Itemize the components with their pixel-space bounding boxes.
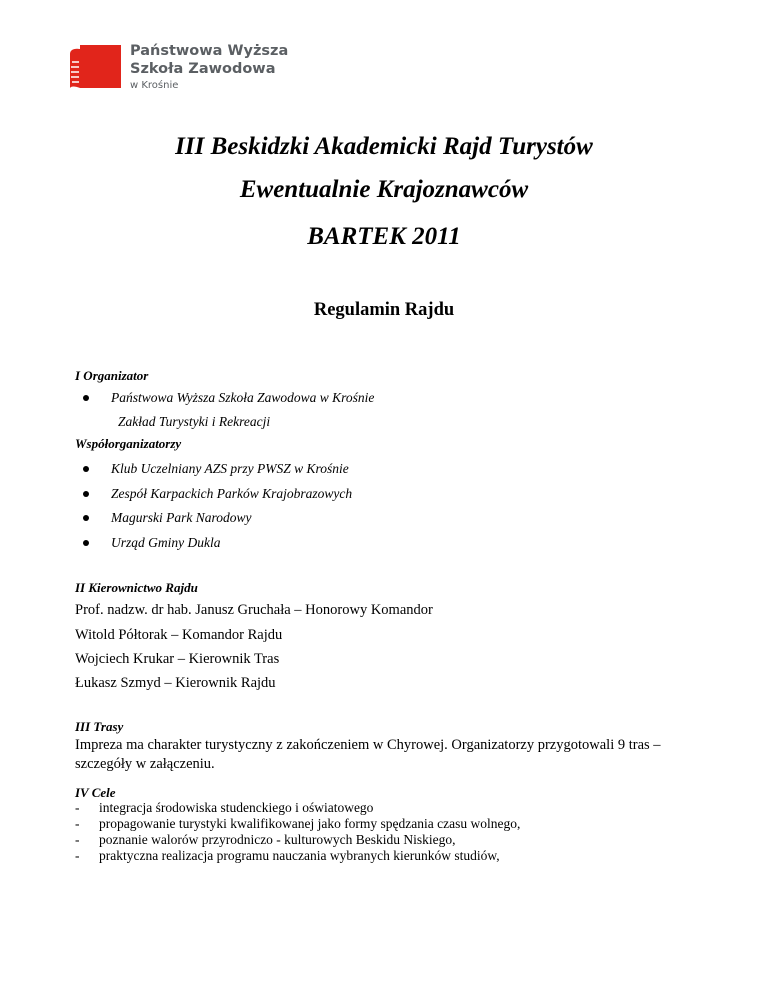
dash-bullet-icon: - (75, 800, 80, 815)
bullet-icon (83, 515, 89, 521)
section-heading-coorganizers: Współorganizatorzy (75, 436, 182, 451)
university-logo (68, 42, 298, 94)
dash-bullet-icon: - (75, 816, 80, 831)
list-item (75, 832, 456, 848)
bullet-icon (83, 466, 89, 472)
goal-text: poznanie walorów przyrodniczo - kulturowych Beskidu Niskiego, (99, 832, 456, 847)
subtitle: Regulamin Rajdu (313, 300, 455, 320)
title-line-3: BARTEK 2011 (307, 223, 461, 250)
bullet-icon (83, 395, 89, 401)
list-item (83, 390, 374, 406)
goal-text: integracja środowiska studenckiego i oświatowego (99, 800, 374, 815)
logo-line-2: Szkoła Zawodowa (130, 61, 276, 77)
dash-bullet-icon: - (75, 832, 80, 847)
coorganizer: Magurski Park Narodowy (111, 510, 252, 525)
title-line-1: III Beskidzki Akademicki Rajd Turystów (175, 133, 593, 160)
routes-text: Impreza ma charakter turystyczny z zakończeniem w Chyrowej. Organizatorzy przygotowali 9 tras – szczegóły w załączeniu. (75, 737, 661, 772)
section-heading-management: II Kierownictwo Rajdu (75, 580, 198, 595)
coorganizer: Zespół Karpackich Parków Krajobrazowych (111, 486, 353, 501)
list-item (75, 800, 373, 816)
goal-text: praktyczna realizacja programu nauczania wybranych kierunków studiów, (99, 848, 500, 863)
organizer-main: Państwowa Wyższa Szkoła Zawodowa w Krośnie (111, 390, 375, 405)
bullet-icon (83, 491, 89, 497)
management-person: Prof. nadzw. dr hab. Janusz Gruchała – Honorowy Komandor (75, 602, 433, 618)
book-logo-icon (68, 42, 124, 92)
list-item (83, 510, 252, 526)
list-item (83, 535, 221, 551)
logo-line-3: w Krośnie (130, 80, 179, 91)
management-person: Wojciech Krukar – Kierownik Tras (75, 651, 280, 667)
coorganizer: Urząd Gminy Dukla (111, 535, 221, 550)
logo-text (130, 42, 288, 93)
organizer-unit: Zakład Turystyki i Rekreacji (118, 414, 271, 429)
list-item (75, 816, 520, 832)
list-item (83, 486, 352, 502)
title-line-2: Ewentualnie Krajoznawców (239, 176, 529, 203)
bullet-icon (83, 540, 89, 546)
section-heading-routes: III Trasy (75, 719, 124, 734)
management-person: Łukasz Szmyd – Kierownik Rajdu (75, 675, 276, 691)
logo-line-1: Państwowa Wyższa (130, 43, 289, 59)
goal-text: propagowanie turystyki kwalifikowanej jako formy spędzania czasu wolnego, (99, 816, 521, 831)
list-item (75, 848, 500, 864)
list-item (83, 461, 349, 477)
dash-bullet-icon: - (75, 848, 80, 863)
coorganizer: Klub Uczelniany AZS przy PWSZ w Krośnie (111, 461, 349, 476)
section-heading-organizer: I Organizator (75, 368, 149, 383)
management-person: Witold Półtorak – Komandor Rajdu (75, 627, 283, 643)
section-heading-goals: IV Cele (75, 785, 116, 800)
